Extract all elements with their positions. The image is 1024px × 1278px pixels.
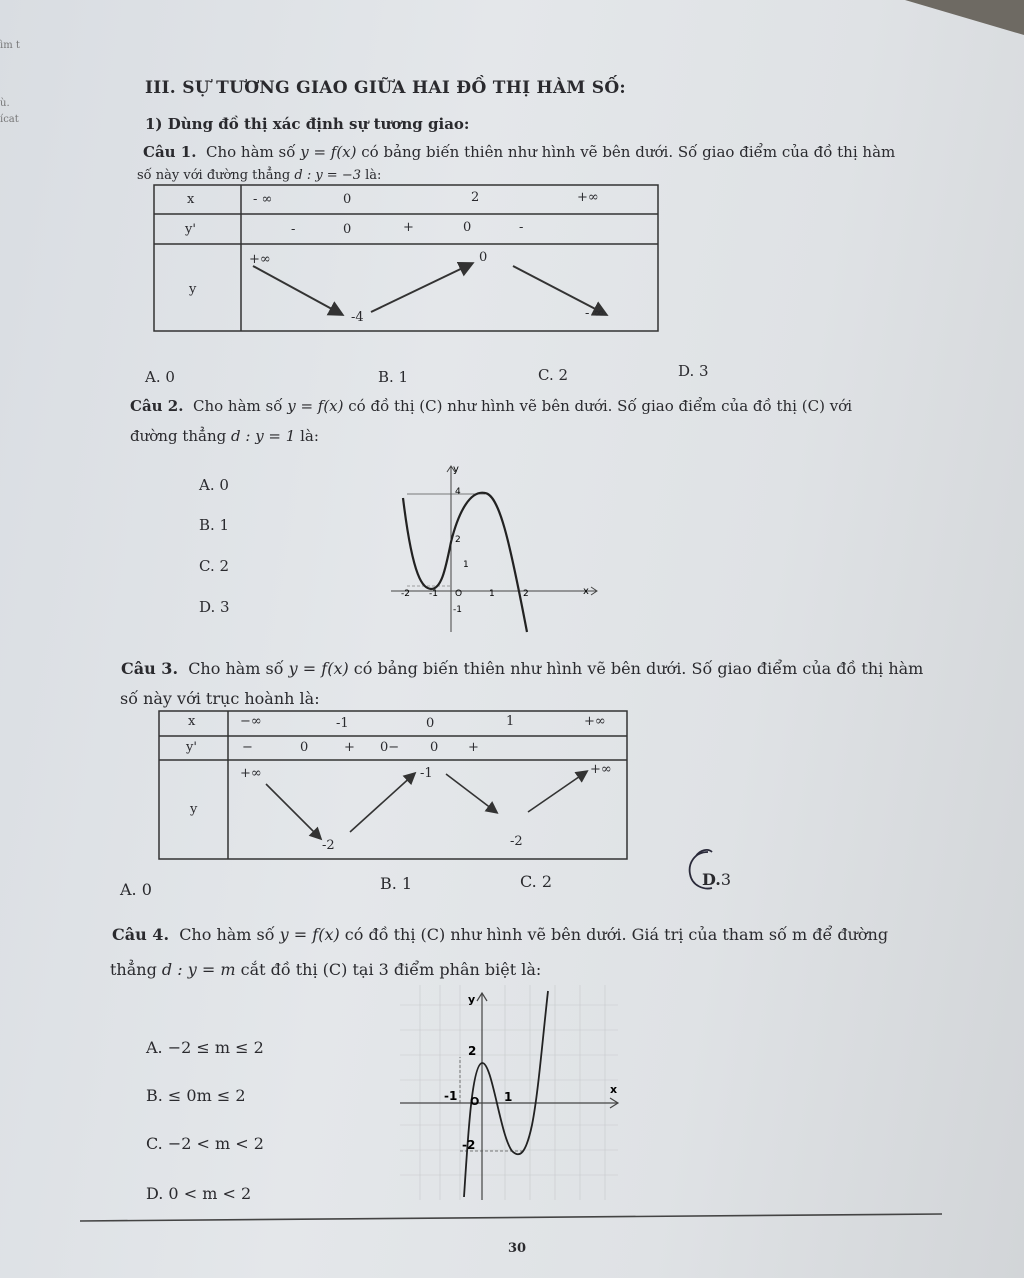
q2-x-tick: -2 <box>401 589 410 599</box>
margin-note: ù. <box>0 98 10 109</box>
q2-text-b: có đồ thị (C) như hình vẽ bên dưới. Số giao điểm của đồ thị (C) với <box>348 397 852 415</box>
q2-y-tick: 1 <box>463 560 469 570</box>
q2-x-tick: O <box>455 589 463 599</box>
q3-y-val: +∞ <box>240 766 262 781</box>
q2-option-a: A. 0 <box>199 476 229 494</box>
q4-y-tick: -2 <box>462 1138 476 1152</box>
q1-y-val: 0 <box>479 250 488 265</box>
q4-text-b: có đồ thị (C) như hình vẽ bên dưới. Giá trị của tham số m để đường <box>344 925 889 944</box>
q1-yp-val: - <box>291 222 296 237</box>
q3-line1 <box>121 659 923 678</box>
q4-text-a: Cho hàm số <box>179 925 275 944</box>
q1-row-yp: y' <box>185 222 196 237</box>
q2-line2 <box>130 427 319 445</box>
q3-yp-val: 0 <box>300 740 309 755</box>
q1-formula: y = f(x) <box>300 143 357 161</box>
q3-option-d-value: 3 <box>720 870 732 889</box>
q3-table-grid <box>158 710 628 860</box>
q1-yp-val: 0 <box>463 220 472 235</box>
q4-graph <box>400 985 630 1205</box>
q1-yp-val: + <box>403 220 414 235</box>
q4-line-eq: d : y = m <box>161 960 236 979</box>
q3-y-val: -2 <box>510 834 523 849</box>
q1-text-b: có bảng biến thiên như hình vẽ bên dưới. Số giao điểm của đồ thị hàm <box>361 143 896 161</box>
q1-variation-table <box>153 184 659 332</box>
q3-label: Câu 3. <box>121 659 179 678</box>
q1-y-val: - ∞ <box>585 306 605 321</box>
q2-x-label: x <box>583 586 589 597</box>
q1-x-val: 2 <box>471 190 480 205</box>
q2-y-label: y <box>453 464 459 475</box>
q3-y-val: -1 <box>420 766 433 781</box>
q2-option-d: D. 3 <box>199 598 230 616</box>
margin-note: ícat <box>0 114 19 125</box>
q4-x-tick: O <box>470 1095 480 1108</box>
q1-label: Câu 1. <box>143 143 197 161</box>
q2-option-c: C. 2 <box>199 557 230 575</box>
page-number: 30 <box>508 1241 527 1256</box>
q3-y-val: +∞ <box>590 762 612 777</box>
q1-yp-val: - <box>519 220 524 235</box>
q4-option-a: A. −2 ≤ m ≤ 2 <box>146 1038 264 1057</box>
subsection-title: 1) Dùng đồ thị xác định sự tương giao: <box>145 115 470 133</box>
q3-y-val: -2 <box>322 838 335 853</box>
q4-line2 <box>110 960 541 979</box>
q1-option-b: B. 1 <box>378 368 409 386</box>
q3-text-b: có bảng biến thiên như hình vẽ bên dưới. Số giao điểm của đồ thị hàm <box>353 659 924 678</box>
q1-line1 <box>143 143 895 161</box>
footer-rule <box>80 1212 950 1224</box>
q2-y-tick: -1 <box>453 605 462 615</box>
q1-y-val: -4 <box>351 310 364 325</box>
section-title: III. SỰ TƯƠNG GIAO GIỮA HAI ĐỒ THỊ HÀM SỐ: <box>145 78 627 98</box>
q4-x-label: x <box>610 1083 618 1096</box>
q1-yp-val: 0 <box>343 222 352 237</box>
q3-yp-val: − <box>242 740 253 755</box>
q1-text-c: số này với đường thẳng <box>137 168 291 183</box>
q1-line-eq: d : y = −3 <box>294 168 361 183</box>
q3-x-val: 1 <box>506 714 515 729</box>
q3-option-b: B. 1 <box>380 874 413 893</box>
q1-x-val: +∞ <box>577 190 599 205</box>
q2-x-tick: -1 <box>429 589 438 599</box>
q2-line-eq: d : y = 1 <box>231 427 296 445</box>
q4-label: Câu 4. <box>112 925 170 944</box>
q3-option-a: A. 0 <box>120 880 152 899</box>
q3-yp-val: + <box>344 740 355 755</box>
q1-row-y: y <box>189 282 197 297</box>
q3-x-val: +∞ <box>584 714 606 729</box>
q3-x-val: -1 <box>336 716 349 731</box>
q3-line2: số này với trục hoành là: <box>120 689 320 708</box>
q2-y-tick: 4 <box>455 487 461 497</box>
q2-graph <box>385 460 605 635</box>
q3-formula: y = f(x) <box>288 659 349 678</box>
q1-line2 <box>137 168 381 183</box>
margin-note: ìm t <box>0 40 20 51</box>
q4-line1 <box>112 925 888 944</box>
q2-x-tick: 1 <box>489 589 495 599</box>
q3-row-y: y <box>190 802 198 817</box>
q1-option-c: C. 2 <box>538 366 569 384</box>
q3-row-x: x <box>188 714 196 729</box>
q1-text-d: là: <box>365 168 382 183</box>
answer-circle-mark <box>684 846 734 894</box>
q1-row-x: x <box>187 192 195 207</box>
q3-option-d-label: D. <box>702 870 721 889</box>
q1-table-grid <box>153 184 659 332</box>
q2-option-b: B. 1 <box>199 516 230 534</box>
q3-option-c: C. 2 <box>520 872 553 891</box>
q4-y-label: y <box>468 993 476 1006</box>
q3-row-yp: y' <box>186 740 197 755</box>
q2-y-tick: 2 <box>455 535 461 545</box>
q4-option-d: D. 0 < m < 2 <box>146 1184 252 1203</box>
q3-x-val: −∞ <box>240 714 262 729</box>
q1-option-d: D. 3 <box>678 362 709 380</box>
q3-variation-table <box>158 710 628 860</box>
q2-text-c: đường thẳng <box>130 427 227 445</box>
q2-text-d: là: <box>300 427 319 445</box>
q4-text-d: cắt đồ thị (C) tại 3 điểm phân biệt là: <box>240 960 542 979</box>
q4-formula: y = f(x) <box>279 925 340 944</box>
q4-y-tick: 2 <box>468 1044 477 1058</box>
q1-option-a: A. 0 <box>145 368 175 386</box>
q4-x-tick: 1 <box>504 1090 513 1104</box>
q1-x-val: - ∞ <box>253 192 273 207</box>
q1-x-val: 0 <box>343 192 352 207</box>
q2-text-a: Cho hàm số <box>193 397 283 415</box>
q4-option-b: B. ≤ 0m ≤ 2 <box>146 1086 246 1105</box>
q3-yp-val: 0− <box>380 740 400 755</box>
q3-yp-val: + <box>468 740 479 755</box>
q2-formula: y = f(x) <box>287 397 344 415</box>
q4-text-c: thẳng <box>110 960 157 979</box>
q4-x-tick: -1 <box>444 1089 458 1103</box>
q1-y-val: +∞ <box>249 252 271 267</box>
q2-line1 <box>130 397 852 415</box>
q3-x-val: 0 <box>426 716 435 731</box>
q3-yp-val: 0 <box>430 740 439 755</box>
q3-text-a: Cho hàm số <box>188 659 284 678</box>
q2-label: Câu 2. <box>130 397 184 415</box>
q2-x-tick: 2 <box>523 589 529 599</box>
q4-option-c: C. −2 < m < 2 <box>146 1134 264 1153</box>
q1-text-a: Cho hàm số <box>206 143 296 161</box>
